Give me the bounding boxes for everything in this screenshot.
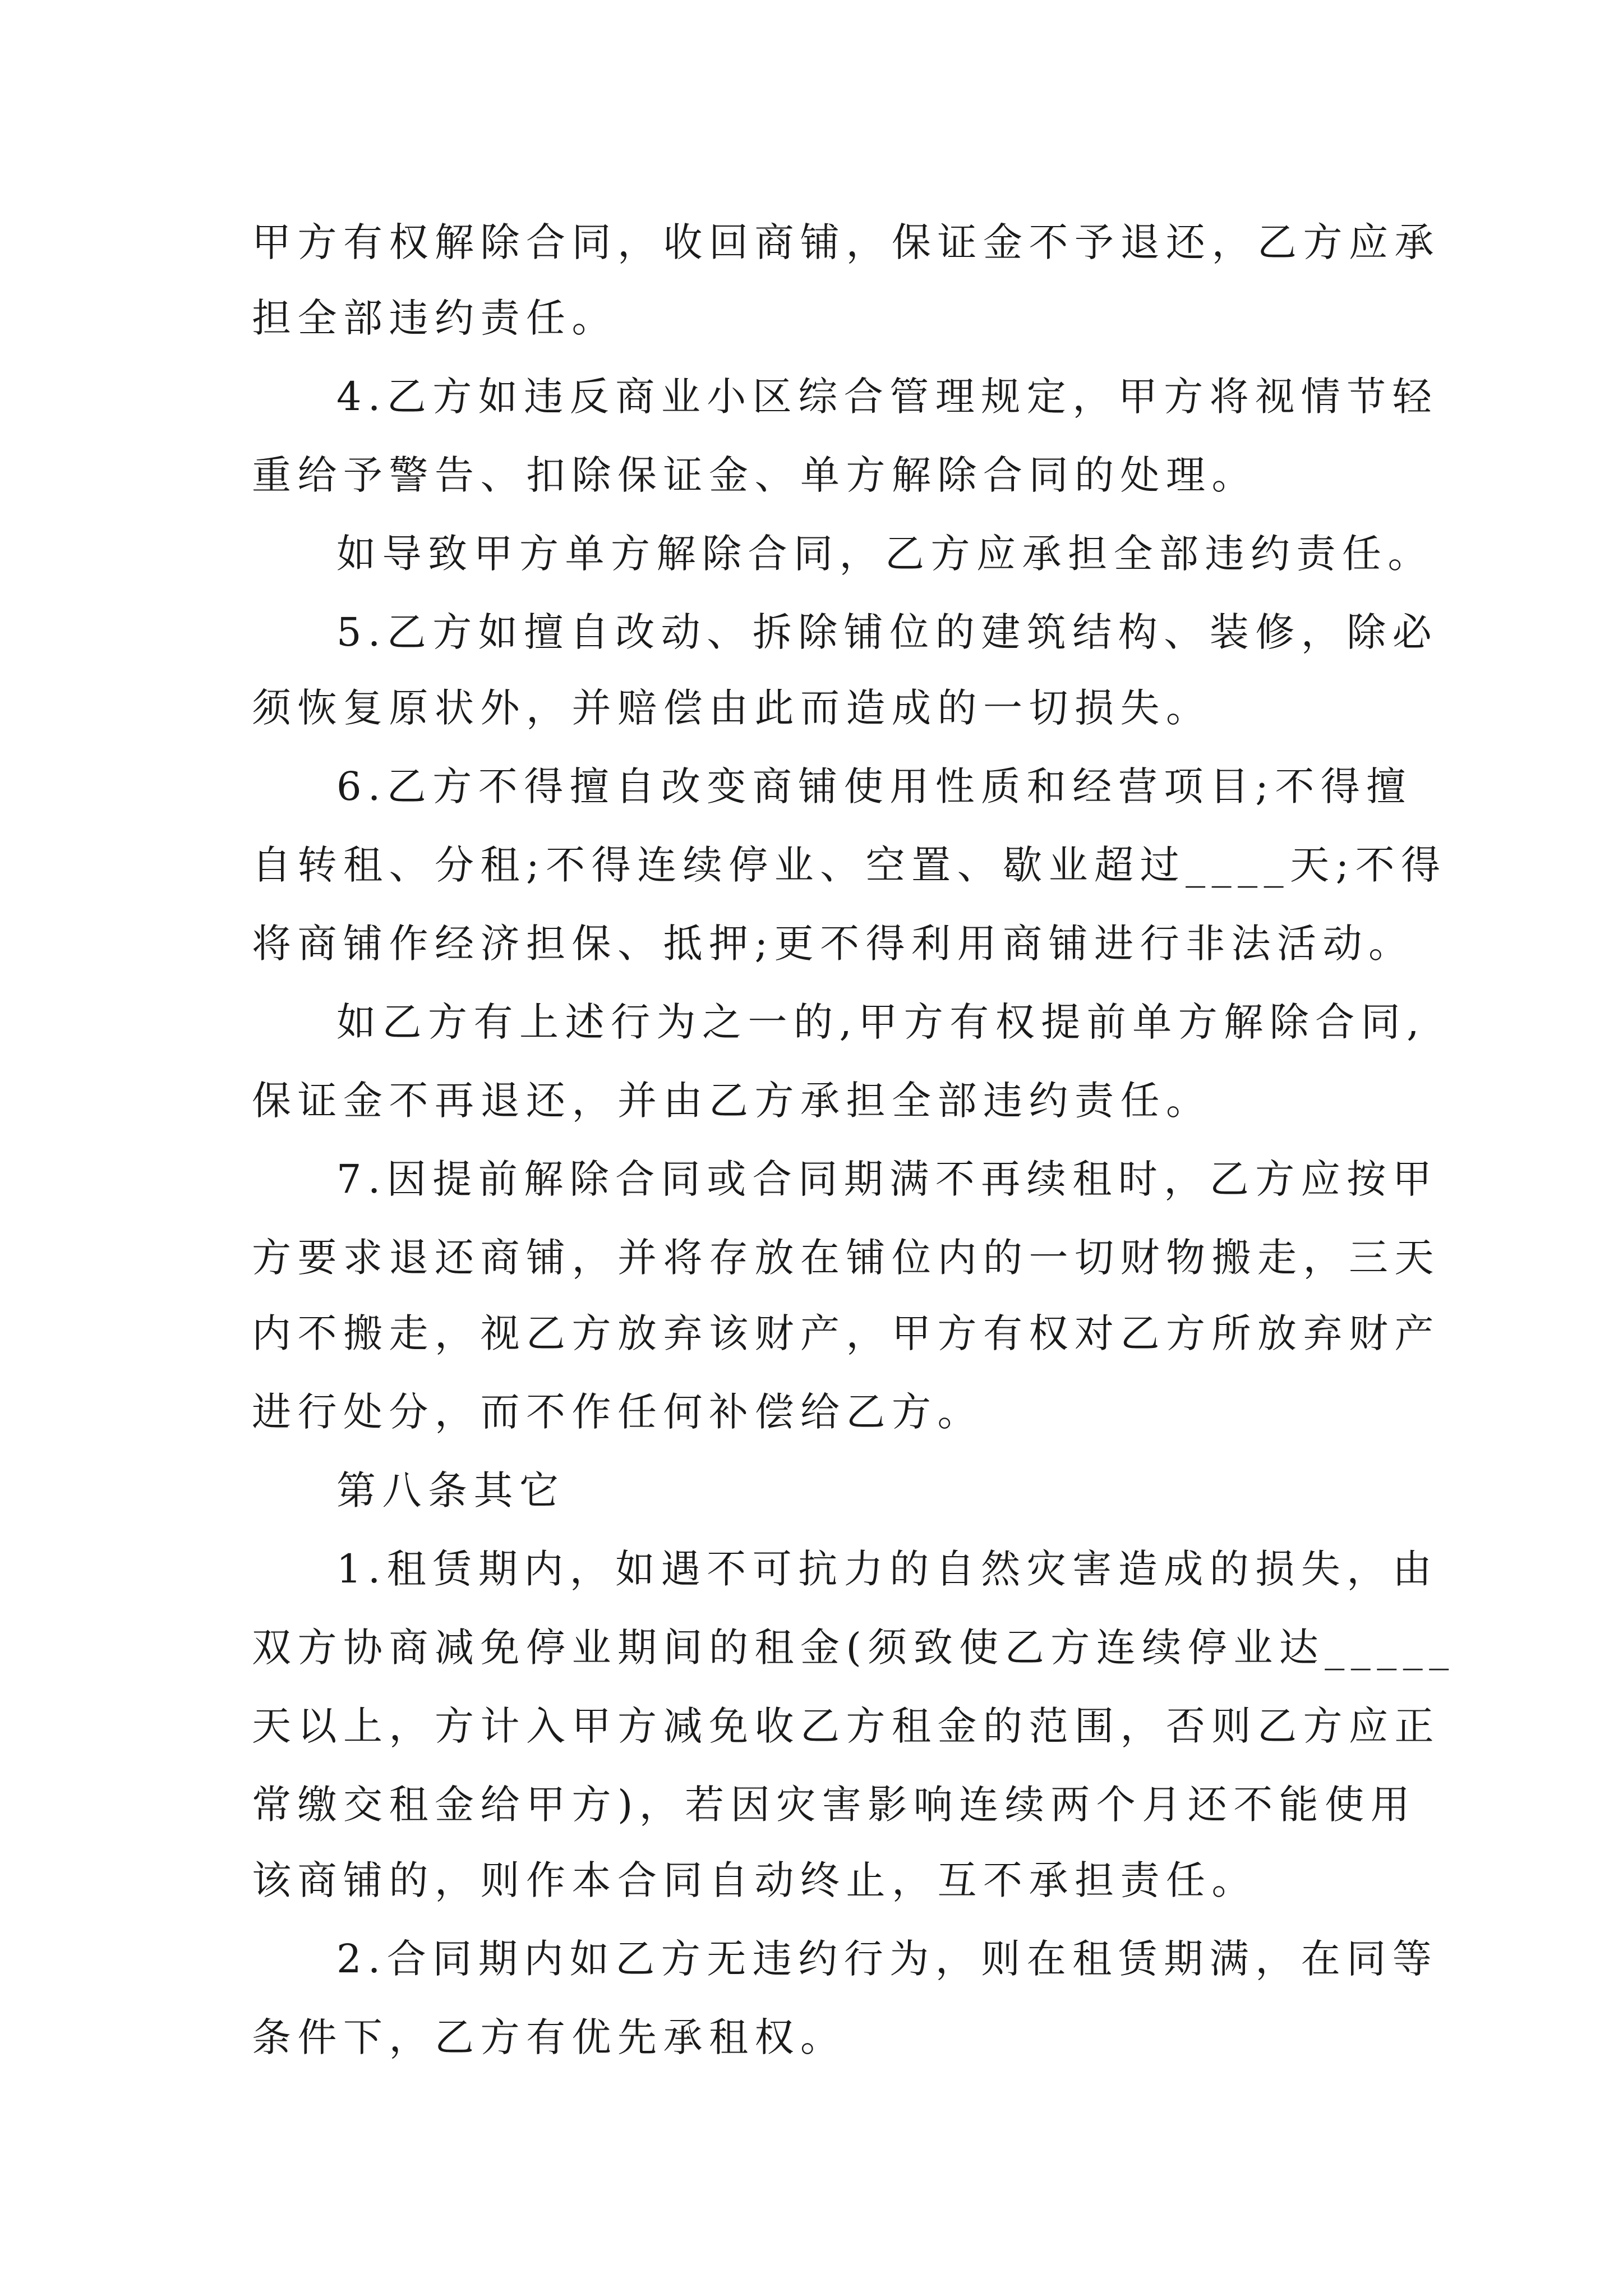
- paragraph-line: 如乙方有上述行为之一的,甲方有权提前单方解除合同,: [336, 999, 1426, 1045]
- clause-1-line: 1.租赁期内，如遇不可抗力的自然灾害造成的损失，由: [336, 1546, 1438, 1592]
- clause-4-line: 4.乙方如违反商业小区综合管理规定，甲方将视情节轻: [336, 374, 1438, 420]
- clause-5-line: 5.乙方如擅自改动、拆除铺位的建筑结构、装修，除必: [336, 609, 1438, 655]
- paragraph-line: 如导致甲方单方解除合同，乙方应承担全部违约责任。: [336, 531, 1433, 577]
- clause-2-line: 2.合同期内如乙方无违约行为，则在租赁期满，在同等: [336, 1936, 1438, 1982]
- paragraph-line: 常缴交租金给甲方)，若因灾害影响连续两个月还不能使用: [252, 1782, 1417, 1828]
- paragraph-line: 天以上，方计入甲方减免收乙方租金的范围，否则乙方应正: [252, 1703, 1440, 1749]
- article-8-heading: 第八条其它: [336, 1467, 565, 1513]
- paragraph-line: 甲方有权解除合同，收回商铺，保证金不予退还，乙方应承: [252, 219, 1440, 265]
- paragraph-line: 重给予警告、扣除保证金、单方解除合同的处理。: [252, 452, 1257, 498]
- paragraph-line: 该商铺的，则作本合同自动终止，互不承担责任。: [252, 1857, 1257, 1903]
- clause-6-line: 6.乙方不得擅自改变商铺使用性质和经营项目;不得擅: [336, 763, 1412, 809]
- paragraph-line: 方要求退还商铺，并将存放在铺位内的一切财物搬走，三天: [252, 1235, 1440, 1281]
- paragraph-line: 保证金不再退还，并由乙方承担全部违约责任。: [252, 1078, 1212, 1124]
- paragraph-line: 进行处分，而不作任何补偿给乙方。: [252, 1389, 983, 1435]
- paragraph-line: 须恢复原状外，并赔偿由此而造成的一切损失。: [252, 685, 1212, 731]
- paragraph-line: 担全部违约责任。: [252, 295, 617, 341]
- paragraph-line: 双方协商减免停业期间的租金(须致使乙方连续停业达_____: [252, 1625, 1455, 1671]
- paragraph-line: 条件下，乙方有优先承租权。: [252, 2014, 846, 2060]
- paragraph-line: 内不搬走，视乙方放弃该财产，甲方有权对乙方所放弃财产: [252, 1310, 1440, 1356]
- clause-7-line: 7.因提前解除合同或合同期满不再续租时，乙方应按甲: [336, 1156, 1438, 1202]
- paragraph-line: 自转租、分租;不得连续停业、空置、歇业超过____天;不得: [252, 842, 1447, 888]
- paragraph-line: 将商铺作经济担保、抵押;更不得利用商铺进行非法活动。: [252, 921, 1414, 967]
